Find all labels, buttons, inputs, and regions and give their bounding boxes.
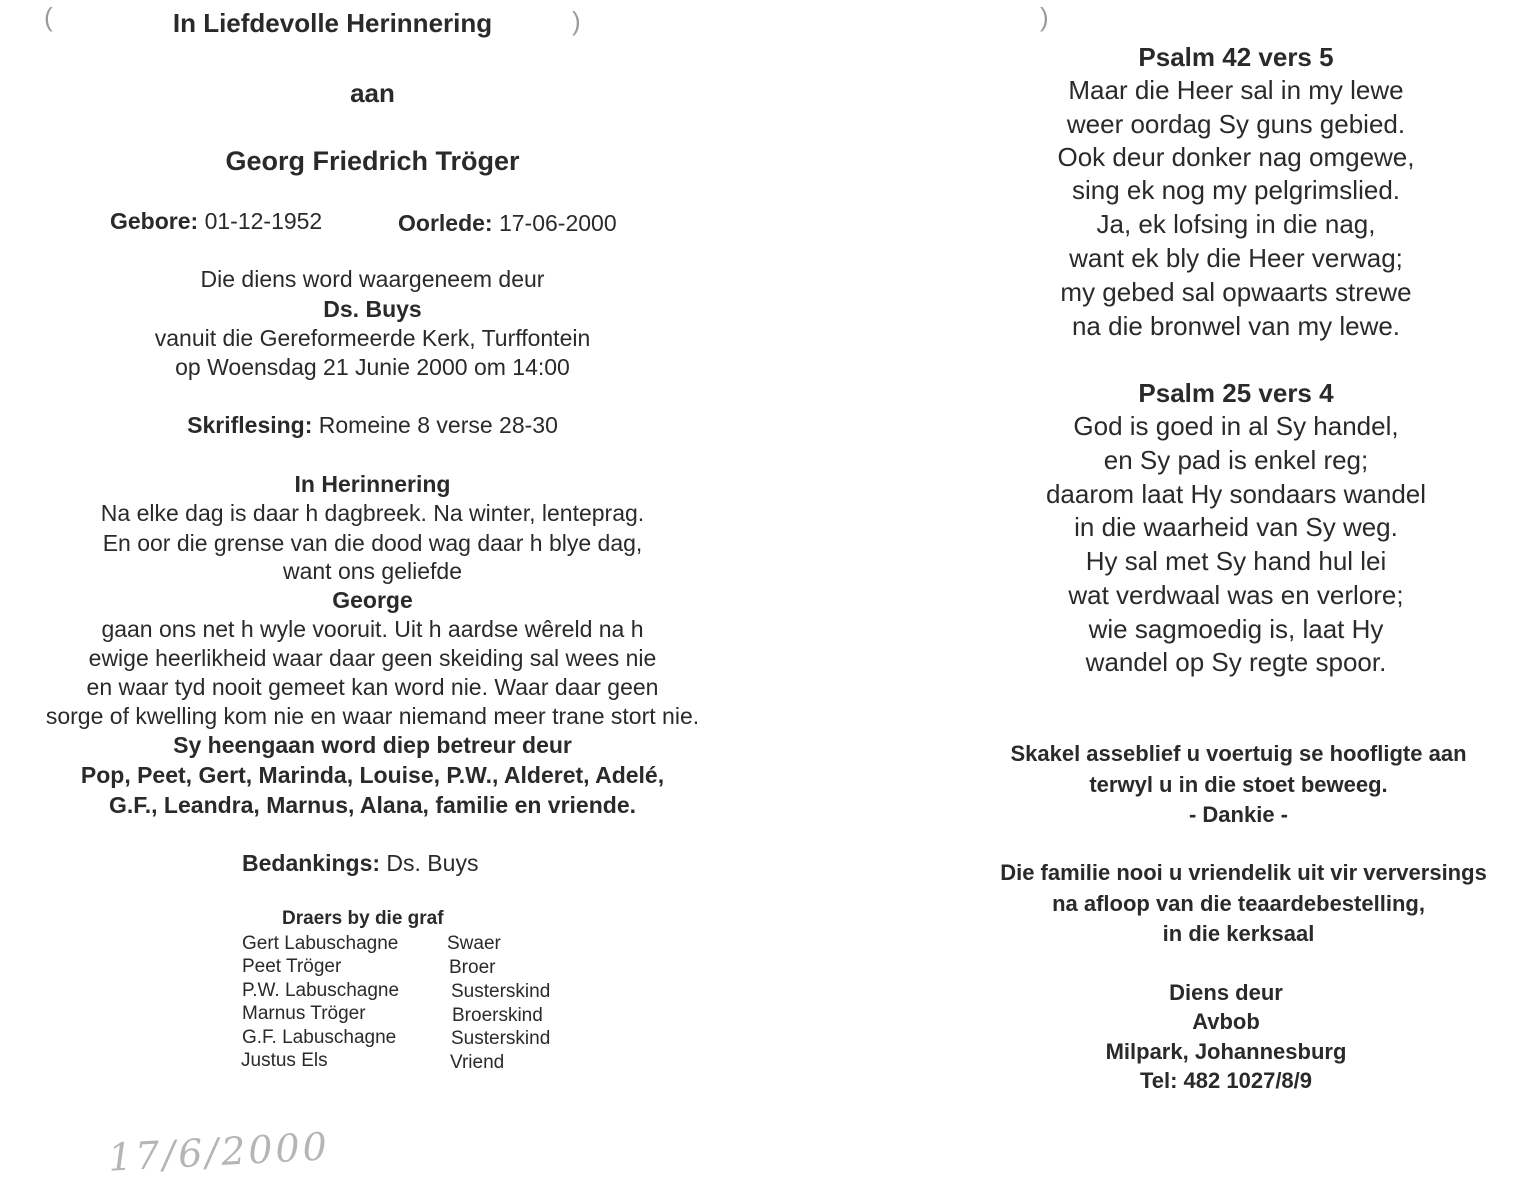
psalm-1-line: weer oordag Sy guns gebied. [1066, 109, 1406, 139]
memory-line: gaan ons net h wyle vooruit. Uit h aardse wêreld na h [101, 616, 644, 642]
company-location: Milpark, Johannesburg [1105, 1039, 1347, 1064]
memory-line: en waar tyd nooit gemeet kan word nie. Waar daar geen [86, 674, 659, 700]
psalm-1-line: Ook deur donker nag omgewe, [1057, 142, 1415, 172]
memory-line: En oor die grense van die dood wag daar h blye dag, [102, 530, 643, 556]
psalm-2-line: en Sy pad is enkel reg; [1103, 445, 1369, 475]
memory-line: sorge of kwelling kom nie en waar niemand meer trane stort nie. [45, 703, 700, 729]
scan-mark: ( [44, 2, 53, 32]
died-line [398, 210, 617, 237]
notice-line: Skakel asseblief u voertuig se hoofligte aan [1010, 741, 1467, 766]
born-line [110, 208, 322, 235]
died-label: Oorlede: [398, 210, 493, 236]
psalm-2-line: God is goed in al Sy handel, [1073, 411, 1399, 441]
psalm-2-line: in die waarheid van Sy weg. [1074, 512, 1398, 542]
scan-mark: ) [1040, 2, 1049, 32]
memory-line: ewige heerlikheid waar daar geen skeiding sal wees nie [88, 645, 657, 671]
mourners-line: Pop, Peet, Gert, Marinda, Louise, P.W., Alderet, Adelé, [80, 762, 665, 788]
psalm-2-line: wie sagmoedig is, laat Hy [1088, 614, 1384, 644]
reading-value: Romeine 8 verse 28-30 [318, 412, 558, 438]
reading-label: Skriflesing: [187, 412, 313, 438]
psalm-2-line: daarom laat Hy sondaars wandel [1045, 479, 1427, 509]
psalm-2-title: Psalm 25 vers 4 [1138, 378, 1334, 408]
company-name: Avbob [1192, 1009, 1260, 1034]
invite-line: in die kerksaal [1162, 921, 1315, 946]
memory-line: want ons geliefde [282, 558, 462, 584]
minister: Ds. Buys [323, 296, 422, 322]
psalm-1-line: sing ek nog my pelgrimslied. [1071, 175, 1401, 205]
psalm-1-line: want ek bly die Heer verwag; [1069, 243, 1403, 273]
bearer-relation: Broer [449, 957, 496, 978]
thanks-label: Bedankings: [242, 850, 381, 876]
memory-heading: In Herinnering [294, 471, 451, 497]
bearer-name: Peet Tröger [242, 956, 342, 977]
service-by: Diens deur [1169, 980, 1283, 1005]
service-line-2: vanuit die Gereformeerde Kerk, Turffontein [154, 325, 591, 351]
born-label: Gebore: [110, 208, 199, 234]
thanks-value: Ds. Buys [386, 850, 479, 876]
psalm-2-line: wandel op Sy regte spoor. [1085, 647, 1387, 677]
company-tel: Tel: 482 1027/8/9 [1139, 1068, 1313, 1093]
notice-line: terwyl u in die stoet beweeg. [1089, 772, 1388, 797]
deceased-name: Georg Friedrich Tröger [225, 146, 520, 176]
died-value: 17-06-2000 [498, 210, 617, 236]
psalm-2-line: wat verdwaal was en verlore; [1068, 580, 1404, 610]
mourners-line: G.F., Leandra, Marnus, Alana, familie en vriende. [108, 792, 637, 818]
mourners-heading: Sy heengaan word diep betreur deur [173, 732, 572, 758]
born-value: 01-12-1952 [204, 208, 323, 234]
bearer-relation: Susterskind [451, 981, 551, 1002]
memory-name: George [332, 587, 413, 613]
bearer-relation: Susterskind [451, 1028, 551, 1049]
bearer-name: Gert Labuschagne [242, 933, 399, 954]
bearer-name: G.F. Labuschagne [242, 1027, 397, 1048]
service-line-3: op Woensdag 21 Junie 2000 om 14:00 [175, 354, 570, 380]
heading: In Liefdevolle Herinnering [172, 8, 493, 38]
invite-line: Die familie nooi u vriendelik uit vir verversings [1000, 860, 1487, 885]
psalm-1-line: my gebed sal opwaarts strewe [1060, 277, 1412, 307]
dedication-to: aan [350, 78, 395, 108]
bearer-name: Justus Els [241, 1050, 328, 1071]
bearer-relation: Broerskind [452, 1005, 543, 1026]
service-line-1: Die diens word waargeneem deur [200, 266, 545, 292]
bearer-relation: Swaer [447, 933, 501, 954]
psalm-1-line: Maar die Heer sal in my lewe [1068, 75, 1404, 105]
invite-line: na afloop van die teaardebestelling, [1052, 891, 1425, 916]
bearer-relation: Vriend [450, 1052, 505, 1073]
psalm-1-line: na die bronwel van my lewe. [1071, 311, 1401, 341]
scan-mark: ) [572, 6, 581, 36]
psalm-1-line: Ja, ek lofsing in die nag, [1096, 209, 1376, 239]
handwritten-date: 17/6/2000 [107, 1124, 331, 1180]
thanks-line [242, 850, 478, 877]
memory-line: Na elke dag is daar h dagbreek. Na winter, lenteprag. [100, 500, 645, 526]
thanks-dankie: - Dankie - [1188, 802, 1289, 827]
bearers-heading: Draers by die graf [282, 908, 444, 929]
bearer-name: Marnus Tröger [242, 1003, 366, 1024]
psalm-1-title: Psalm 42 vers 5 [1138, 42, 1334, 72]
reading-line [0, 412, 745, 439]
psalm-2-line: Hy sal met Sy hand hul lei [1085, 546, 1387, 576]
bearer-name: P.W. Labuschagne [242, 980, 400, 1001]
